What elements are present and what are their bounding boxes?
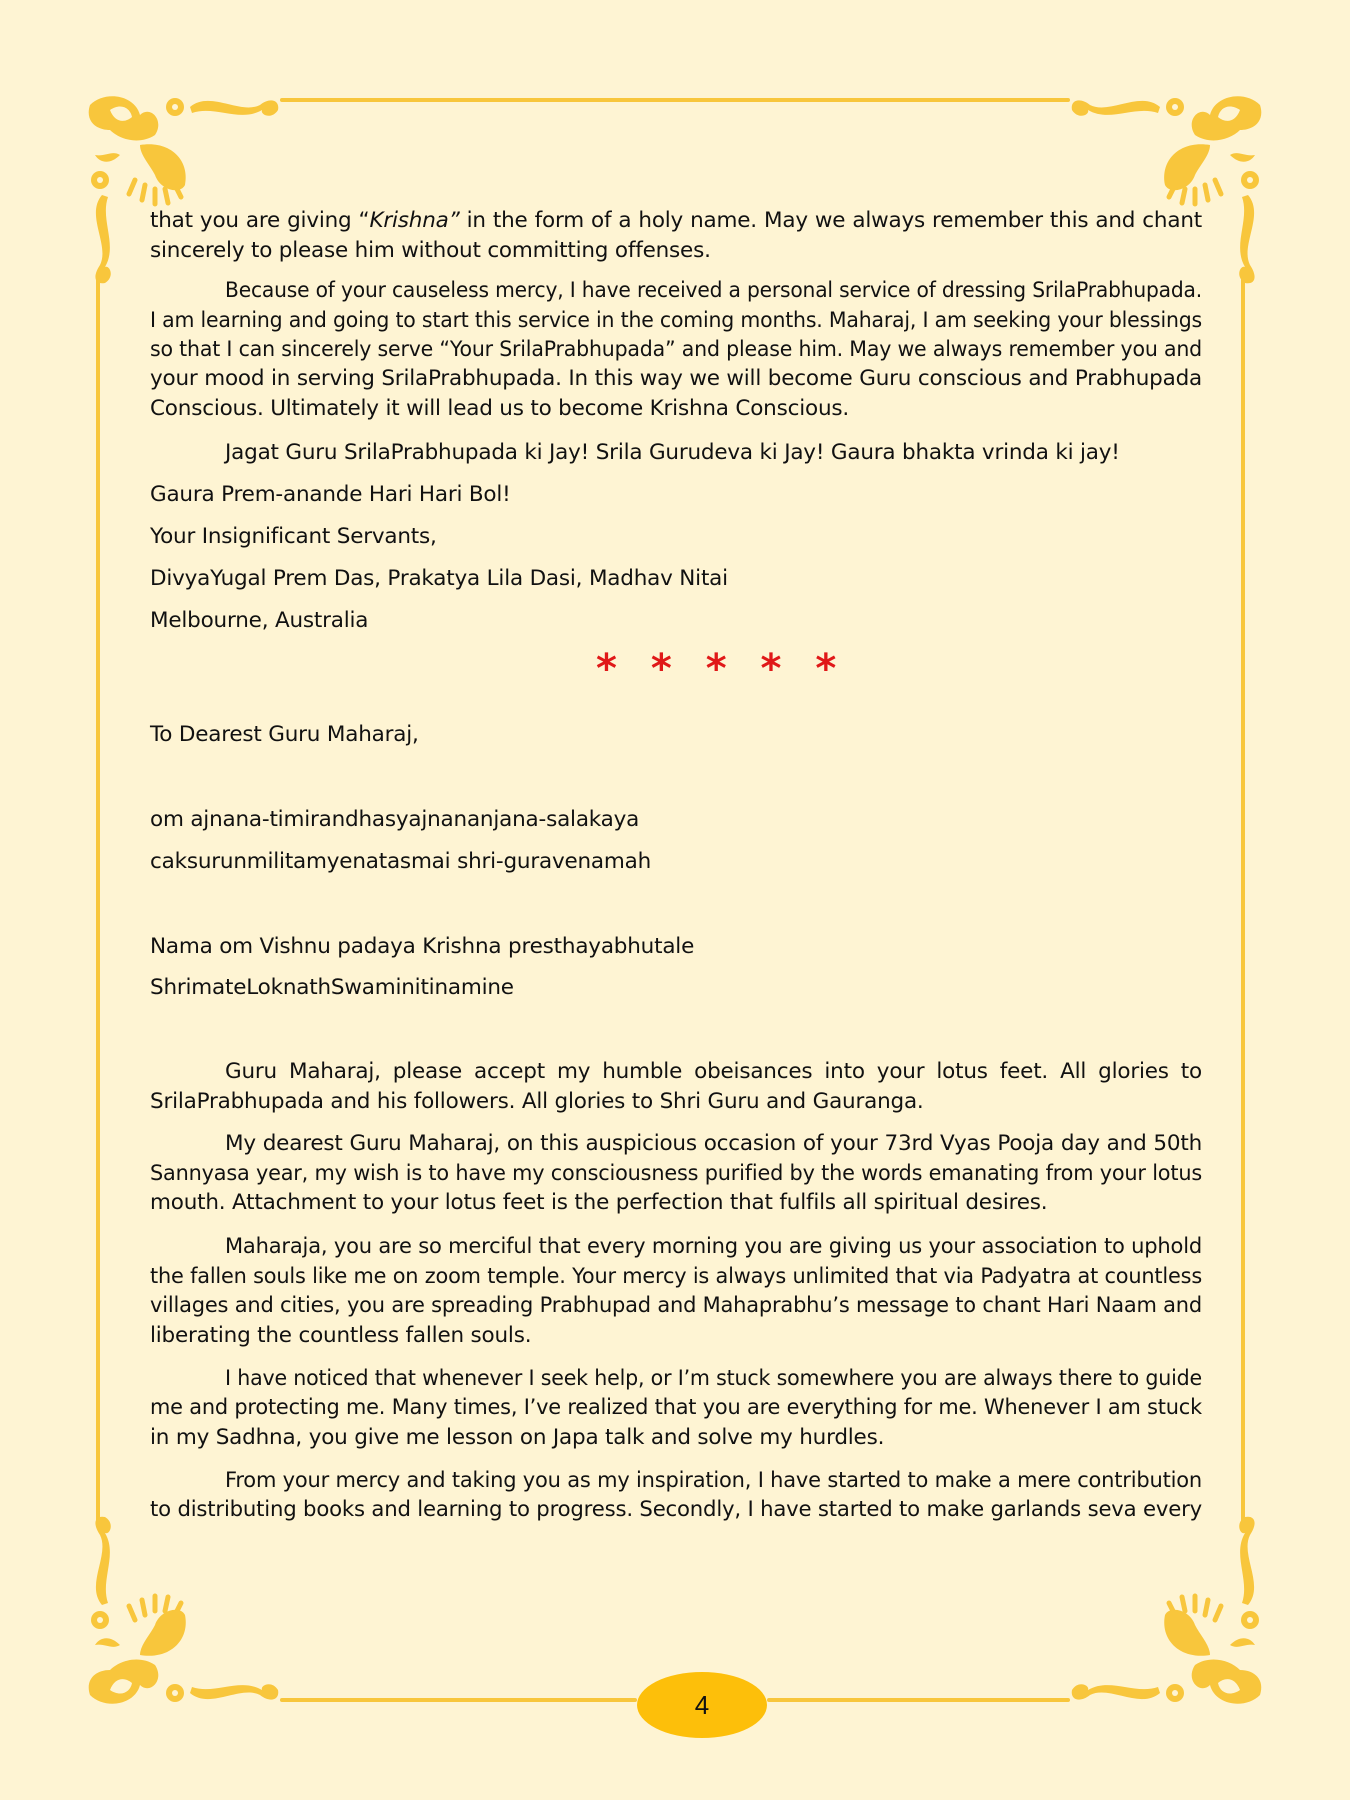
jay-line: Jagat Guru SrilaPrabhupada ki Jay! Srila Gurudeva ki Jay! Gaura bhakta vrinda ki jay! xyxy=(225,440,1120,465)
paragraph-line: Guru Maharaj, please accept my humble obeisances into your lotus feet. All glories to xyxy=(225,1059,1202,1084)
paragraph-line: so that I can sincerely serve “Your SrilaPrabhupada” and please him. May we always remember you and xyxy=(150,337,1202,362)
paragraph-line: in my Sadhna, you give me lesson on Japa talk and solve my hurdles. xyxy=(150,1425,885,1450)
border-bottom-line-left xyxy=(280,1698,637,1702)
page-number-badge xyxy=(637,1672,767,1738)
paragraph-line: Sannyasa year, my wish is to have my consciousness purified by the words emanating from your lotus xyxy=(150,1161,1202,1186)
emphasis-krishna: Krishna” xyxy=(369,208,460,233)
floral-corner-bottom-left-icon xyxy=(80,1505,290,1715)
section-separator-stars: * * * * * xyxy=(596,646,847,692)
mantra-line: ShrimateLoknathSwaminitinamine xyxy=(150,975,514,1000)
paragraph-line: My dearest Guru Maharaj, on this auspicious occasion of your 73rd Vyas Pooja day and 50th xyxy=(225,1131,1202,1156)
signatory-names: DivyaYugal Prem Das, Prakatya Lila Dasi, Madhav Nitai xyxy=(150,566,728,591)
paragraph-line: I am learning and going to start this service in the coming months. Maharaj, I am seeking your blessings xyxy=(150,308,1202,333)
text-run: that you are giving “ xyxy=(150,208,370,233)
paragraph-line: mouth. Attachment to your lotus feet is the perfection that fulfils all spiritual desires. xyxy=(150,1190,1048,1215)
paragraph-line: From your mercy and taking you as my inspiration, I have started to make a mere contribution xyxy=(224,1468,1202,1493)
text-run: in the form of a holy name. May we always remember this and chant xyxy=(459,208,1202,233)
paragraph-line: me and protecting me. Many times, I’ve realized that you are everything for me. Whenever I am stuck xyxy=(150,1395,1202,1420)
paragraph-line: sincerely to please him without committing offenses. xyxy=(150,238,711,263)
paragraph-line: to distributing books and learning to progress. Secondly, I have started to make garlands seva every xyxy=(150,1497,1202,1522)
border-right-line xyxy=(1241,272,1245,1528)
border-bottom-line-right xyxy=(767,1698,1070,1702)
page-number: 4 xyxy=(694,1689,710,1720)
paragraph-line: liberating the countless fallen souls. xyxy=(150,1323,532,1348)
paragraph-line: I have noticed that whenever I seek help, or I’m stuck somewhere you are always there to guide xyxy=(224,1366,1202,1391)
mantra-line: Nama om Vishnu padaya Krishna presthayabhutale xyxy=(150,934,695,959)
paragraph-line: your mood in serving SrilaPrabhupada. In this way we will become Guru conscious and Prabhupada xyxy=(150,366,1202,391)
paragraph-line: Because of your causeless mercy, I have received a personal service of dressing SrilaPrabhupada. xyxy=(224,278,1202,303)
paragraph-line: Maharaja, you are so merciful that every morning you are giving us your association to uphold xyxy=(224,1234,1202,1259)
closing-line: Gaura Prem-anande Hari Hari Bol! xyxy=(150,482,511,507)
paragraph-line: villages and cities, you are spreading Prabhupad and Mahaprabhu’s message to chant Hari Naam and xyxy=(150,1293,1202,1318)
paragraph-line: Conscious. Ultimately it will lead us to become Krishna Conscious. xyxy=(150,396,850,421)
mantra-line: om ajnana-timirandhasyajnananjana-salakaya xyxy=(150,807,640,832)
mantra-line: caksurunmilitamyenatasmai shri-guravenamah xyxy=(150,849,652,874)
border-top-line xyxy=(280,98,1070,102)
signoff-line: Your Insignificant Servants, xyxy=(150,524,437,549)
signatory-location: Melbourne, Australia xyxy=(150,608,369,633)
paragraph-line xyxy=(150,206,1202,236)
paragraph-line: the fallen souls like me on zoom temple. Your mercy is always unlimited that via Padyatra at countless xyxy=(150,1264,1202,1289)
floral-corner-bottom-right-icon xyxy=(1060,1505,1270,1715)
paragraph-line: SrilaPrabhupada and his followers. All glories to Shri Guru and Gauranga. xyxy=(150,1089,924,1114)
salutation: To Dearest Guru Maharaj, xyxy=(150,722,419,747)
border-left-line xyxy=(96,272,100,1528)
